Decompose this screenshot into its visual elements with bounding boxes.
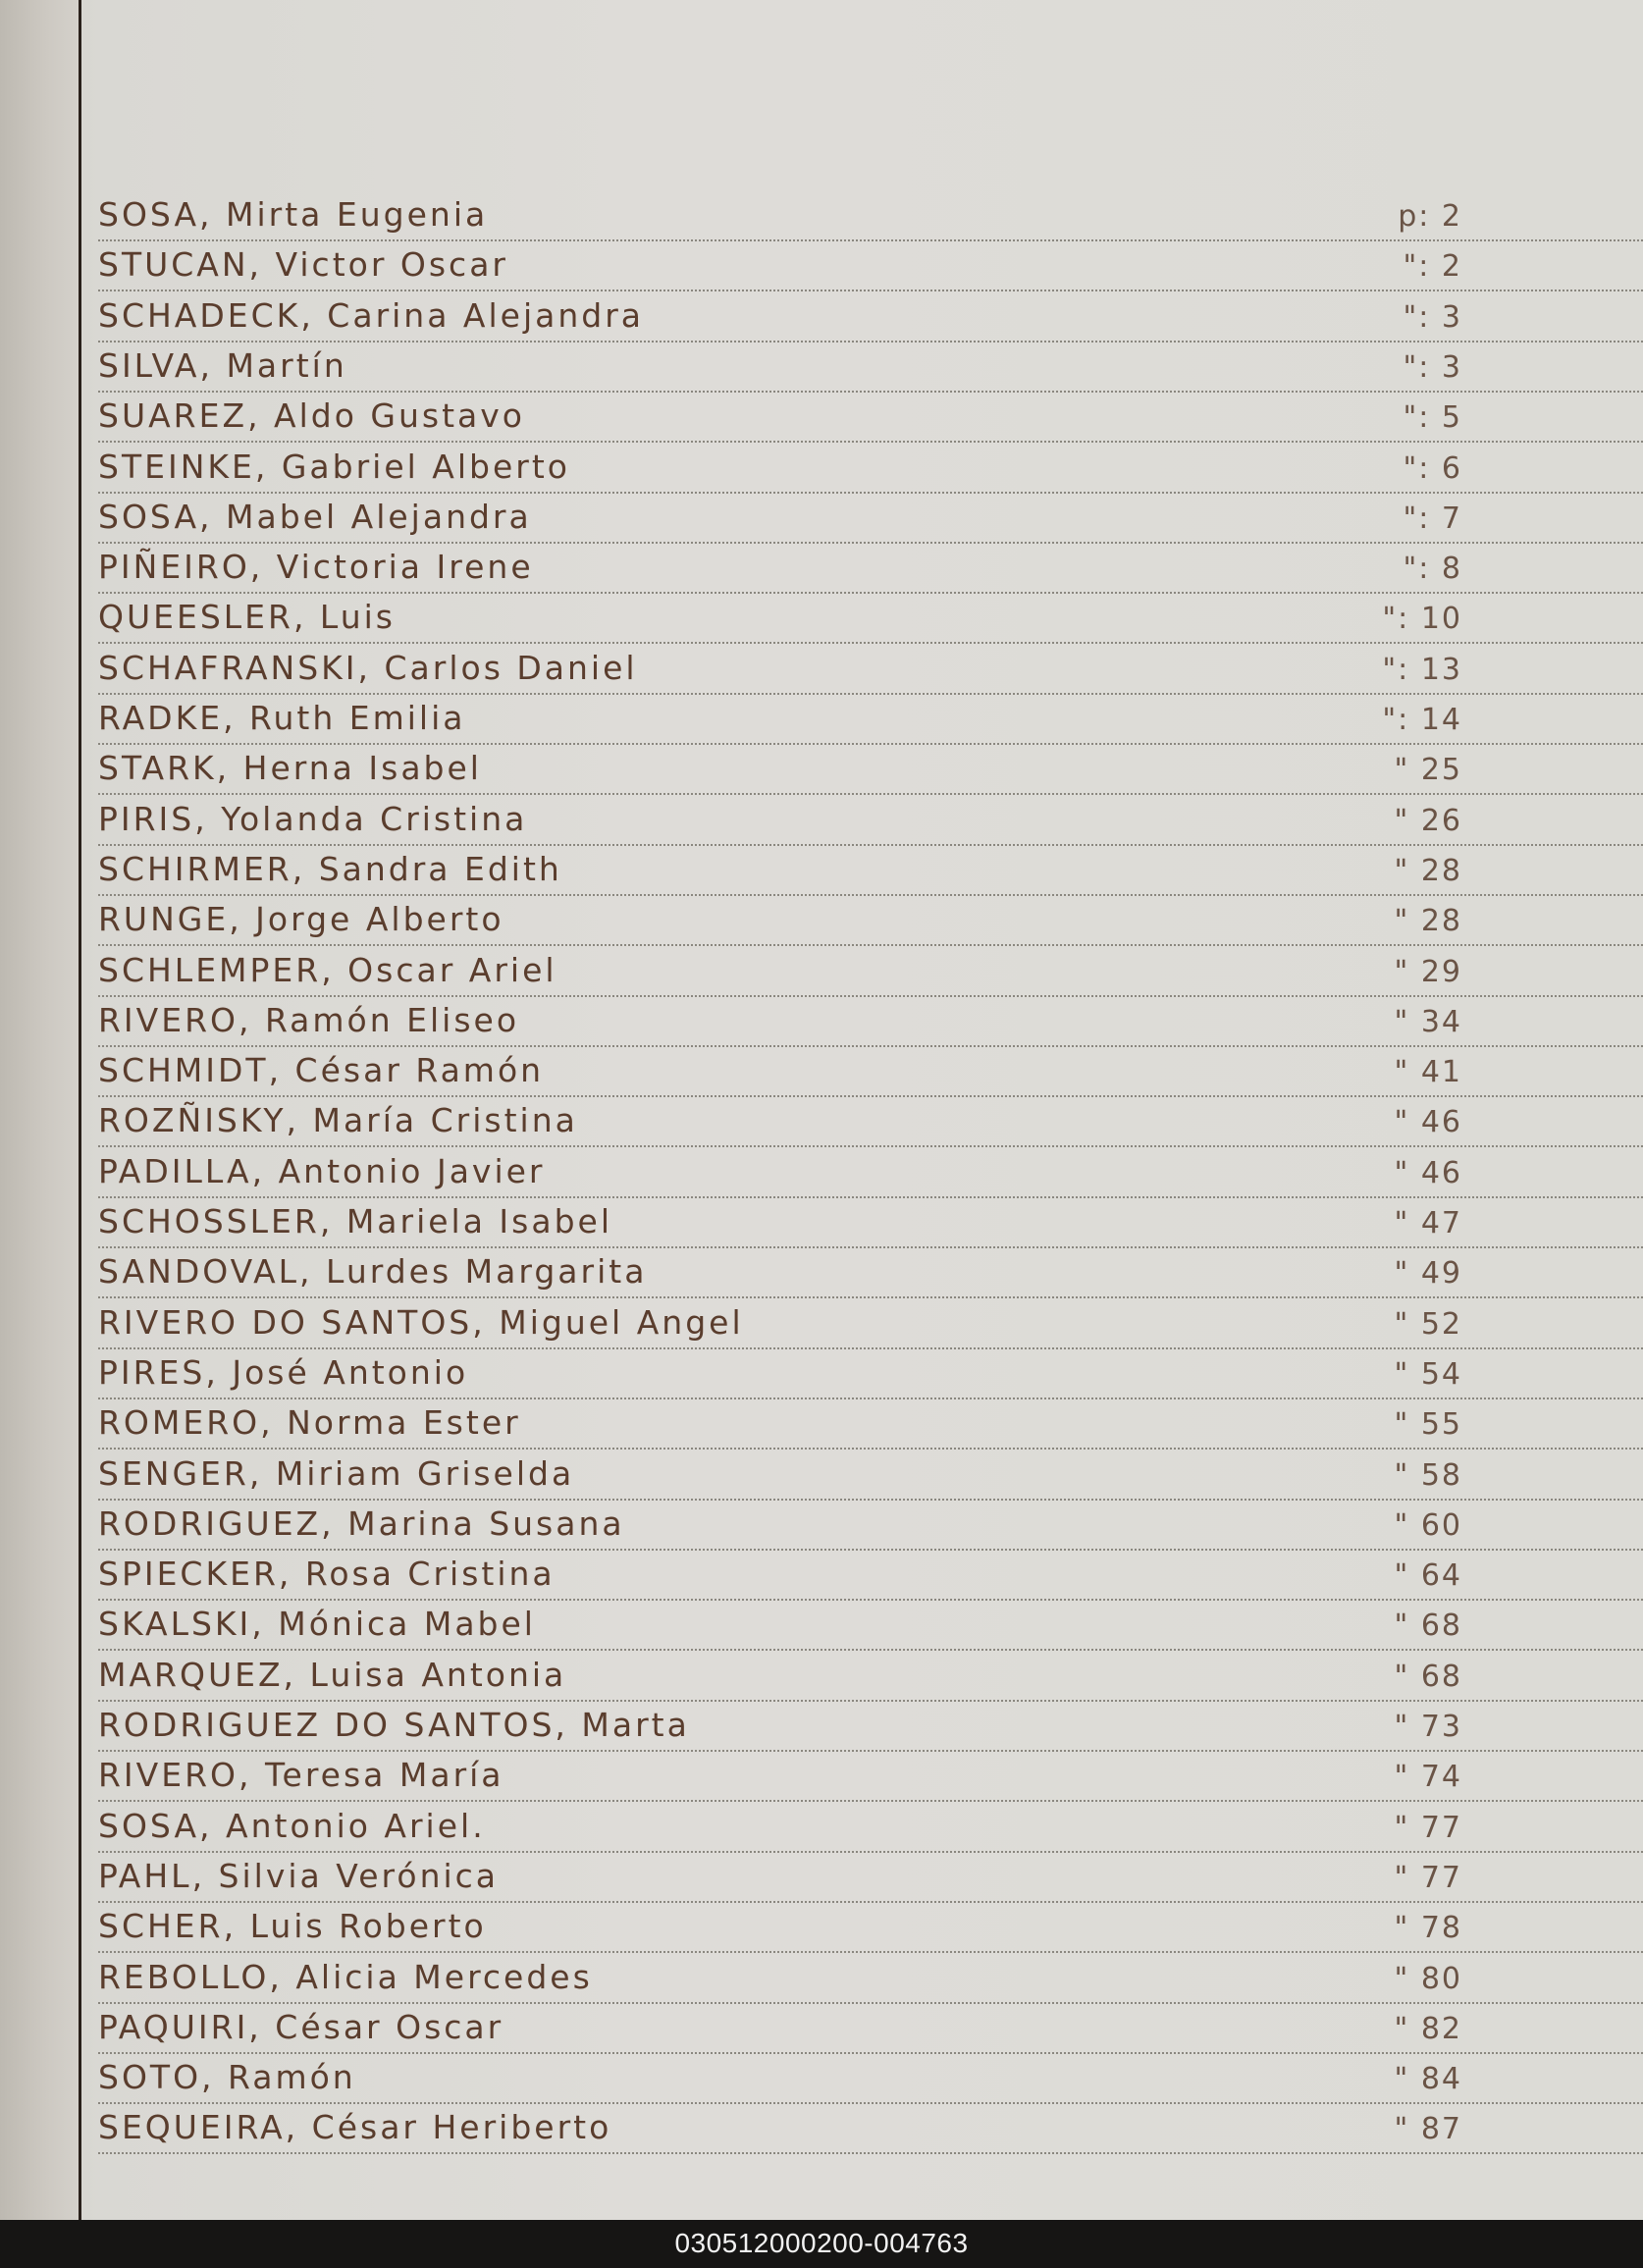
entry-page-ref: ": 7 [1403, 501, 1462, 536]
ruled-line [98, 1246, 1643, 1248]
index-entry [98, 1854, 1462, 1897]
ruled-line [98, 894, 1643, 896]
entry-page-ref: " 68 [1394, 1659, 1462, 1694]
entry-page-ref: " 58 [1394, 1457, 1462, 1493]
ruled-line [98, 391, 1643, 393]
index-entry [98, 343, 1462, 387]
entry-name: PIÑEIRO, Victoria Irene [98, 548, 534, 587]
entry-name: REBOLLO, Alicia Mercedes [98, 1957, 593, 1996]
entry-name: PAHL, Silvia Verónica [98, 1856, 500, 1895]
entry-name: SEQUEIRA, César Heriberto [98, 2108, 612, 2147]
entry-page-ref: " 54 [1394, 1356, 1462, 1392]
entry-name: RADKE, Ruth Emilia [98, 699, 466, 737]
ruled-line [98, 2152, 1643, 2154]
index-entry [98, 1602, 1462, 1645]
entry-page-ref: ": 8 [1403, 552, 1462, 587]
ruled-line [98, 944, 1643, 946]
entry-name: SCHIRMER, Sandra Edith [98, 849, 562, 888]
ruled-line [98, 1145, 1643, 1147]
index-entry [98, 1098, 1462, 1141]
entry-name: PAQUIRI, César Oscar [98, 2007, 504, 2046]
index-entry [98, 1804, 1462, 1847]
entry-page-ref: " 60 [1394, 1507, 1462, 1543]
entry-name: SUAREZ, Aldo Gustavo [98, 396, 525, 436]
index-entry [98, 1400, 1462, 1444]
ruled-line [98, 743, 1643, 745]
entry-page-ref: " 77 [1394, 1810, 1462, 1845]
entry-name: RIVERO DO SANTOS, Miguel Angel [98, 1302, 744, 1342]
entry-page-ref: " 80 [1394, 1961, 1462, 1996]
index-entry [98, 1048, 1462, 1091]
entry-name: SOSA, Antonio Ariel. [98, 1806, 486, 1845]
index-entry [98, 2005, 1462, 2048]
entry-name: MARQUEZ, Luisa Antonia [98, 1655, 567, 1694]
ruled-line [98, 592, 1643, 594]
index-entry [98, 495, 1462, 538]
index-entry [98, 746, 1462, 789]
entry-page-ref: ": 2 [1403, 249, 1462, 285]
ruled-line [98, 1045, 1643, 1047]
ruled-line [98, 1951, 1643, 1953]
ruled-line [98, 239, 1643, 241]
entry-page-ref: " 78 [1394, 1911, 1462, 1946]
entry-page-ref: " 87 [1394, 2112, 1462, 2147]
index-entry [98, 897, 1462, 940]
index-entry [98, 394, 1462, 437]
entry-name: SILVA, Martín [98, 345, 347, 385]
entry-page-ref: " 29 [1394, 954, 1462, 989]
entry-page-ref: " 73 [1394, 1710, 1462, 1744]
ruled-line [98, 1750, 1643, 1752]
entry-name: SKALSKI, Mónica Mabel [98, 1605, 536, 1644]
entry-name: RODRIGUEZ DO SANTOS, Marta [98, 1706, 690, 1744]
index-entry [98, 1753, 1462, 1796]
entry-name: SOTO, Ramón [98, 2058, 356, 2097]
entry-name: RIVERO, Teresa María [98, 1756, 504, 1795]
index-entry [98, 1451, 1462, 1495]
ruled-line [98, 2002, 1643, 2004]
ruled-line [98, 341, 1643, 343]
index-entry [98, 192, 1462, 236]
entry-name: ROZÑISKY, María Cristina [98, 1101, 578, 1140]
index-entry [98, 595, 1462, 638]
entry-page-ref: " 26 [1394, 803, 1462, 838]
entry-page-ref: ": 14 [1382, 703, 1462, 737]
entry-page-ref: " 74 [1394, 1760, 1462, 1795]
ruled-line [98, 1347, 1643, 1349]
ruled-line [98, 1800, 1643, 1802]
ruled-line [98, 290, 1643, 291]
ruled-line [98, 793, 1643, 795]
index-entry [98, 2055, 1462, 2098]
entry-name: RIVERO, Ramón Eliseo [98, 1000, 520, 1039]
ruled-line [98, 1549, 1643, 1551]
index-entry [98, 696, 1462, 739]
entry-name: SCHLEMPER, Oscar Ariel [98, 950, 557, 989]
entry-page-ref: ": 3 [1403, 349, 1462, 385]
ruled-line [98, 642, 1643, 644]
entry-name: PADILLA, Antonio Javier [98, 1151, 546, 1190]
index-entry [98, 1502, 1462, 1545]
entry-name: RODRIGUEZ, Marina Susana [98, 1503, 625, 1543]
index-entry [98, 1552, 1462, 1595]
entry-name: SCHER, Luis Roberto [98, 1907, 487, 1946]
entry-name: STUCAN, Victor Oscar [98, 245, 508, 285]
ruled-line [98, 1095, 1643, 1097]
entry-name: ROMERO, Norma Ester [98, 1403, 521, 1443]
ruled-line [98, 2052, 1643, 2054]
index-entry [98, 1249, 1462, 1292]
index-entry [98, 1350, 1462, 1394]
ruled-line [98, 1499, 1643, 1501]
entry-name: SENGER, Miriam Griselda [98, 1453, 575, 1493]
entry-name: PIRIS, Yolanda Cristina [98, 799, 528, 838]
entry-page-ref: " 25 [1394, 753, 1462, 788]
entry-name: SANDOVAL, Lurdes Margarita [98, 1252, 648, 1292]
index-entry [98, 1300, 1462, 1344]
index-entry [98, 1955, 1462, 1998]
entry-page-ref: " 41 [1394, 1055, 1462, 1090]
entry-page-ref: " 82 [1394, 2011, 1462, 2046]
entry-name: STARK, Herna Isabel [98, 749, 482, 788]
ruled-line [98, 1851, 1643, 1853]
index-entry [98, 998, 1462, 1041]
entry-page-ref: " 68 [1394, 1609, 1462, 1644]
ruled-line [98, 1398, 1643, 1399]
footer-bar [0, 2220, 1643, 2268]
entry-page-ref: " 46 [1394, 1105, 1462, 1140]
entry-page-ref: " 47 [1394, 1206, 1462, 1240]
ruled-line [98, 441, 1643, 443]
margin-line [79, 0, 81, 2220]
document-id: 030512000200-004763 [674, 2228, 969, 2258]
entry-page-ref: " 46 [1394, 1155, 1462, 1190]
entry-page-ref: ": 3 [1403, 299, 1462, 335]
entry-name: RUNGE, Jorge Alberto [98, 900, 504, 939]
index-entry [98, 1149, 1462, 1192]
index-entry [98, 847, 1462, 890]
index-entry [98, 545, 1462, 588]
index-entry [98, 1703, 1462, 1746]
page-binding [0, 0, 79, 2220]
ruled-line [98, 1901, 1643, 1903]
ruled-line [98, 542, 1643, 544]
ruled-line [98, 1448, 1643, 1450]
entry-name: PIRES, José Antonio [98, 1352, 469, 1392]
ruled-line [98, 1599, 1643, 1601]
ruled-line [98, 844, 1643, 846]
ruled-line [98, 2102, 1643, 2104]
index-entry [98, 242, 1462, 286]
index-entry [98, 293, 1462, 337]
entry-page-ref: " 49 [1394, 1256, 1462, 1292]
index-entry [98, 1904, 1462, 1947]
entry-page-ref: " 28 [1394, 904, 1462, 939]
entry-name: SPIECKER, Rosa Cristina [98, 1555, 556, 1594]
entry-name: SOSA, Mirta Eugenia [98, 195, 489, 234]
ruled-line [98, 693, 1643, 695]
entry-name: SCHAFRANSKI, Carlos Daniel [98, 648, 638, 687]
ruled-line [98, 1196, 1643, 1198]
entry-page-ref: " 84 [1394, 2062, 1462, 2097]
entry-page-ref: " 55 [1394, 1407, 1462, 1443]
index-entry [98, 1199, 1462, 1242]
ruled-line [98, 492, 1643, 494]
ruled-line [98, 1296, 1643, 1298]
index-entry [98, 1653, 1462, 1696]
entry-name: SOSA, Mabel Alejandra [98, 497, 532, 536]
entry-page-ref: p: 2 [1398, 199, 1462, 234]
index-entry [98, 797, 1462, 840]
entry-page-ref: " 77 [1394, 1860, 1462, 1895]
entry-page-ref: ": 5 [1403, 400, 1462, 436]
entry-name: STEINKE, Gabriel Alberto [98, 447, 570, 486]
index-entry [98, 2105, 1462, 2148]
entry-name: QUEESLER, Luis [98, 598, 397, 637]
ruled-line [98, 1700, 1643, 1702]
index-entry [98, 445, 1462, 488]
index-entry [98, 646, 1462, 689]
entry-name: SCHMIDT, César Ramón [98, 1051, 545, 1090]
entry-page-ref: ": 13 [1382, 652, 1462, 687]
ruled-line [98, 1649, 1643, 1651]
entry-name: SCHOSSLER, Mariela Isabel [98, 1202, 612, 1240]
entry-page-ref: " 28 [1394, 853, 1462, 888]
index-entry [98, 948, 1462, 991]
entry-page-ref: ": 10 [1382, 602, 1462, 637]
entry-page-ref: " 34 [1394, 1004, 1462, 1039]
ruled-line [98, 995, 1643, 997]
entry-page-ref: ": 6 [1403, 450, 1462, 486]
entry-name: SCHADECK, Carina Alejandra [98, 295, 645, 335]
entry-page-ref: " 52 [1394, 1306, 1462, 1342]
entry-page-ref: " 64 [1394, 1558, 1462, 1594]
